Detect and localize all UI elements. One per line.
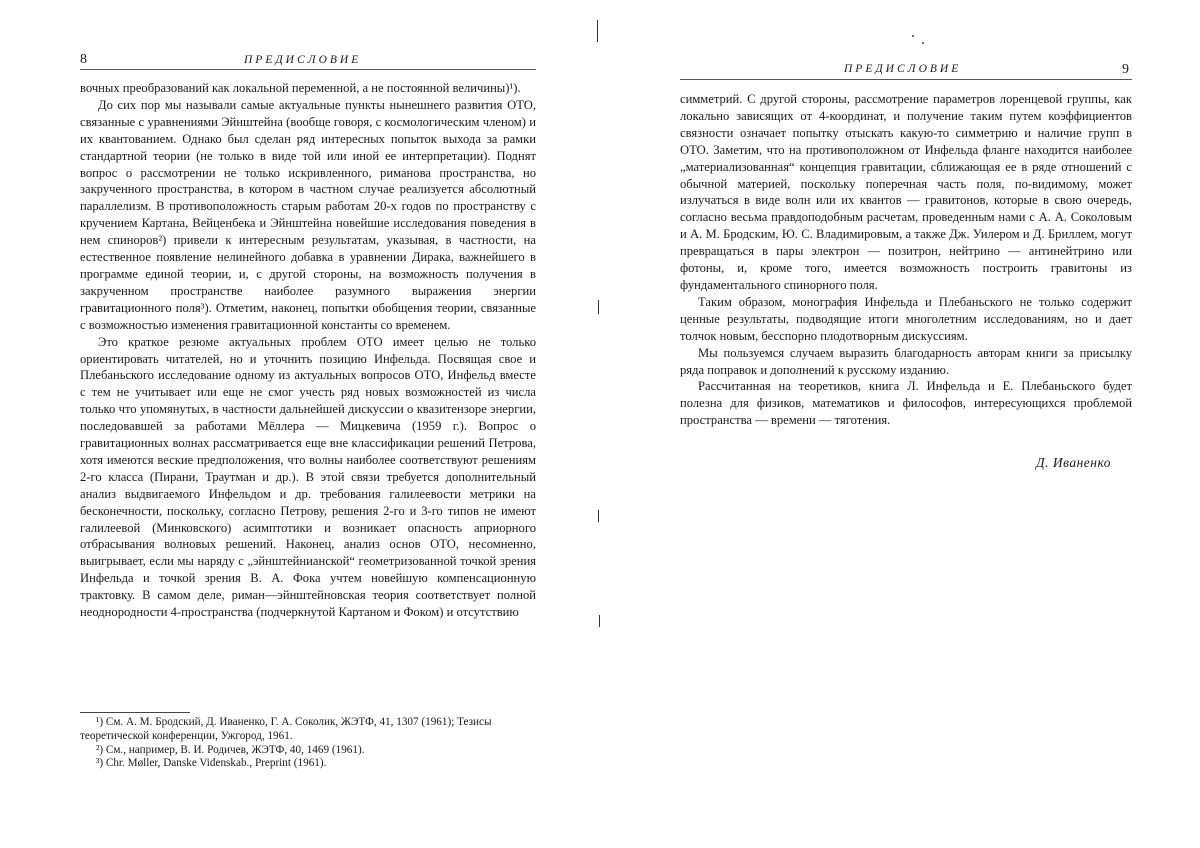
- page-number: 8: [80, 52, 87, 67]
- footnote-rule: [80, 712, 190, 713]
- gutter-mark: [598, 510, 599, 522]
- header-rule: [680, 79, 1132, 80]
- footnotes: [80, 716, 536, 771]
- paragraph: Это краткое резюме актуальных проблем ОТО имеет целью не только ориентировать читателей, но и уточнить позицию Инфельда. Посвящая свое и Плебаньского исследование одному из актуальных вопросов ОТО, Инфельд вместе с тем не учитывает или еще не смог учесть ряд новых возможностей из числа только что упомянутых, в частности дальнейшей дискуссии о квазитензоре энергии, последовавшей за работами Мёллера — Мицкевича (1959 г.). Вопрос о гравитационных волнах рассматривается еще вне классификации решений Петрова, хотя имеются веские предположения, что волны наиболее соответствуют решениям 2-го класса (Пирани, Траутман и др.). В этой связи требуется дополнительный анализ выдвигаемого Инфельдом и др. требования галилеевости метрики на бесконечности, поскольку, согласно Петрову, решения 2-го и 3-го типов не имеют галилеевой (Минковского) асимптотики и возникает опасность априорного отбрасывания волновых решений. Наконец, анализ основ ОТО, несомненно, выигрывает, если мы наряду с „эйнштейнианской“ геометризованной точкой зрения Инфельда и точкой зрения В. А. Фока учтем новейшую компенсационную трактовку. В самом деле, риман—эйнштейновская теория соответствует полной неоднородности 4-пространства (подчеркнутой Картаном и Фоком) и отсутствию: [80, 334, 536, 620]
- footnote: ³) Chr. Møller, Danske Videnskab., Preprint (1961).: [96, 757, 327, 770]
- footnote: ²) См., например, В. И. Родичев, ЖЭТФ, 40, 1469 (1961).: [96, 743, 365, 756]
- body-text: [80, 80, 536, 621]
- page-number: 9: [1122, 62, 1129, 77]
- paragraph: Рассчитанная на теоретиков, книга Л. Инфельда и Е. Плебаньского будет полезна для физиков, математиков и философов, интересующихся проблемой пространства — времени — тяготения.: [680, 379, 1132, 428]
- footnote: ¹) См. А. М. Бродский, Д. Иваненко, Г. А. Соколик, ЖЭТФ, 41, 1307 (1961); Тезисы теоретической конференции, Ужгород, 1961.: [80, 716, 492, 742]
- gutter-mark: [597, 20, 598, 42]
- paragraph: Мы пользуемся случаем выразить благодарность авторам книги за присылку ряда поправок и дополнений к русскому изданию.: [680, 345, 1132, 377]
- right-page: [600, 0, 1200, 848]
- body-text: [680, 91, 1132, 429]
- signature: Д. Иваненко: [1036, 455, 1112, 470]
- paragraph: симметрий. С другой стороны, рассмотрение параметров лоренцевой группы, как локально зависящих от 4-координат, и получение таким путем коэффициентов связности означает попытку отыскать какую-то симметрию и наличие групп в ОТО. Заметим, что на противоположном от Инфельда фланге находится наиболее „материализованная“ концепция гравитации, сближающая ее в ряде отношений с обычной материей, поскольку поперечная часть поля, по-видимому, может излучаться в виде волн или их квантов — гравитонов, которые в свою очередь, согласно весьма правдоподобным расчетам, проведенным нами с А. А. Соколовым и А. М. Бродским, Ю. С. Владимировым, а также Дж. Уилером и Д. Бриллем, могут превращаться в пары электрон — позитрон, нейтрино — антинейтрино или фотоны, и, кроме того, имеется возможность построить гравитоны из фундаментального спинорного поля.: [680, 92, 1132, 292]
- running-head: ПРЕДИСЛОВИЕ: [844, 63, 962, 75]
- paragraph: Таким образом, монография Инфельда и Плебаньского не только содержит ценные результаты, подводящие итоги многолетним исследованиям, но и дает толчок новым, бесспорно плодотворным дискуссиям.: [680, 294, 1132, 343]
- paragraph: До сих пор мы называли самые актуальные пункты нынешнего развития ОТО, связанные с уравнениями Эйнштейна (вообще говоря, с космологическим членом) и их квантованием. Однако был сделан ряд интересных попыток выхода за рамки стандартной теории (не только в виде той или иной ее интерпретации). Поднят вопрос о рассмотрении не только искривленного, риманова пространства, но закрученного пространства, в котором в частном случае реализуется абсолютный параллелизм. В противоположность старым работам 20-х годов по пространству с кручением Картана, Вейценбека и Эйнштейна новейшие исследования поведения в нем спиноров²) привели к интересным результатам, указывая, в частности, на естественное появление нелинейного добавка в уравнении Дирака, важнейшего в программе единой теории, и, с другой стороны, на возможность получения в закрученном пространстве наиболее разумного выражения энергии гравитационного поля³). Отметим, наконец, попытки обобщения теории, связанные с возможностью изменения гравитационной константы со временем.: [80, 97, 536, 332]
- header-rule: [80, 69, 536, 70]
- paragraph: вочных преобразований как локальной переменной, а не постоянной величины)¹).: [80, 81, 521, 95]
- running-head: ПРЕДИСЛОВИЕ: [244, 54, 362, 66]
- gutter-mark: [598, 300, 599, 314]
